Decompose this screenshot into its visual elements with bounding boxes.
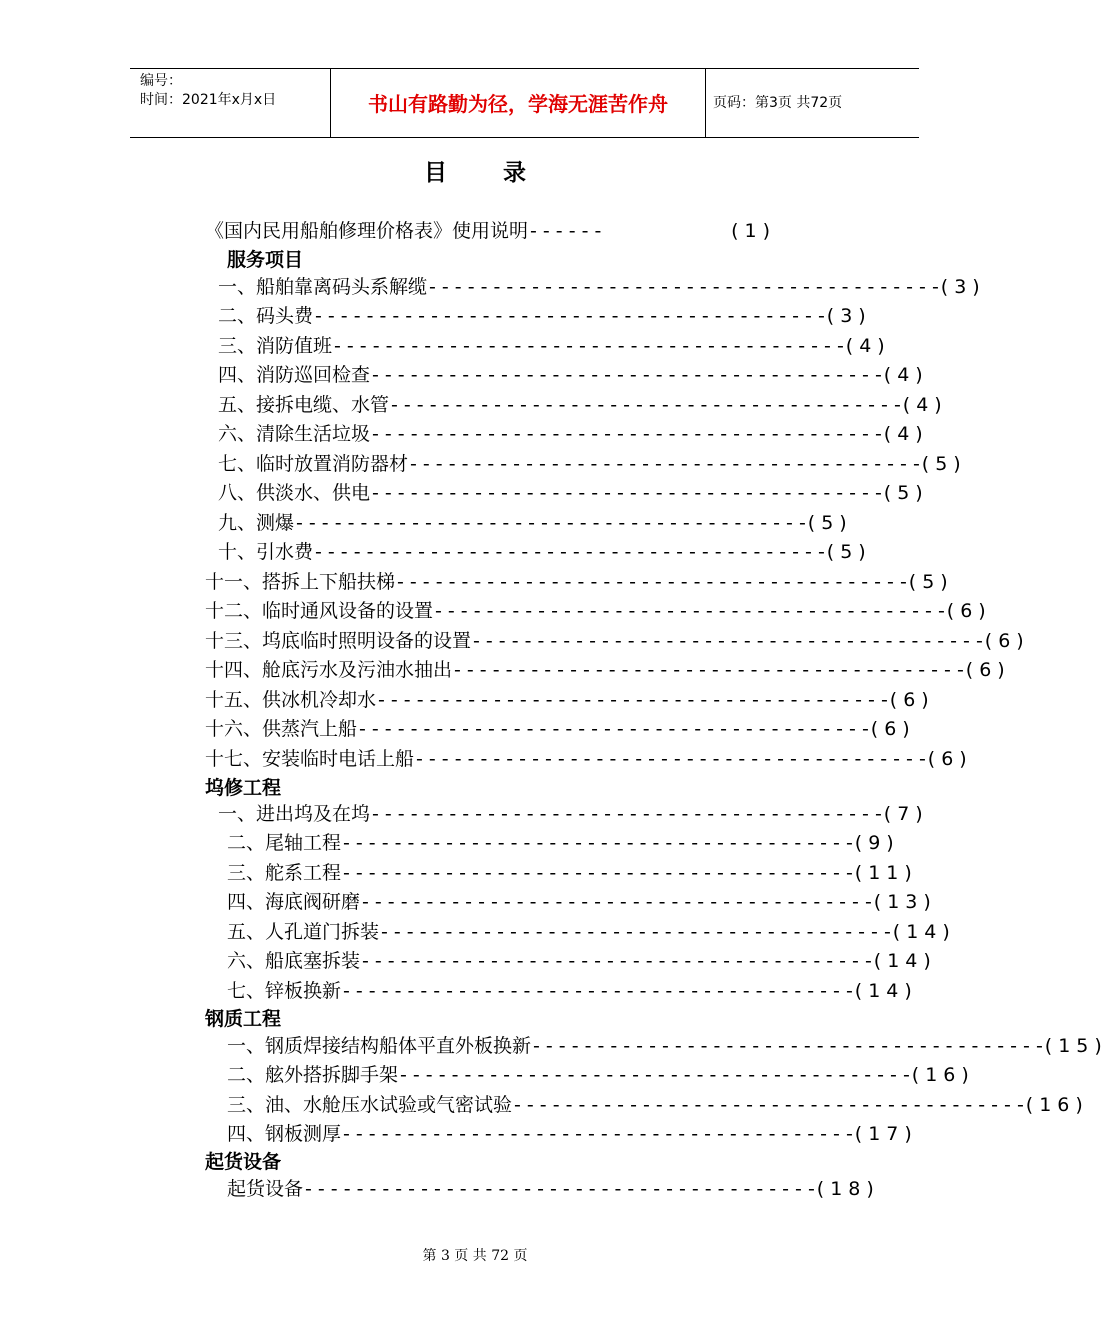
toc-entry-page: (16) (911, 1064, 975, 1086)
toc-leader-dots: - - - - - - - - - - - - - - - - - - - - - - - - - - - - - - - - - - - - - - - - (343, 1123, 853, 1145)
toc-leader-dots: - - - - - - - - - - - - - - - - - - - - - - - - - - - - - - - - - - - - - - - - (381, 921, 891, 943)
toc-entry-label: 二、尾轴工程 (227, 832, 342, 854)
toc-entry-page: (1) (731, 220, 776, 242)
toc-entry-label: 十六、供蒸汽上船 (205, 718, 358, 740)
toc-entry-page: (6) (946, 600, 992, 622)
toc-entry-page: (5) (883, 482, 929, 504)
toc-entry (218, 361, 929, 389)
toc-entry-label: 一、船舶靠离码头系解缆 (218, 276, 428, 298)
toc-entry-label: 十二、临时通风设备的设置 (205, 600, 434, 622)
toc-leader-dots: - - - - - - - - - - - - - - - - - - - - - - - - - - - - - - - - - - - - - - - - (391, 394, 901, 416)
toc-entry-label: 六、船底塞拆装 (227, 950, 361, 972)
toc-entry (218, 509, 853, 537)
toc-leader-dots: - - - - - - (530, 220, 602, 242)
toc-entry (227, 1175, 880, 1203)
header-meta-cell (130, 69, 330, 137)
toc-entry-page: (4) (883, 364, 929, 386)
toc-entry (227, 1061, 975, 1089)
toc-entry-page: (14) (854, 980, 918, 1002)
toc-entry-page: (14) (892, 921, 956, 943)
toc-entry (218, 479, 929, 507)
toc-entry (227, 947, 937, 975)
toc-entry-page: (5) (807, 512, 853, 534)
toc-leader-dots: - - - - - - - - - - - - - - - - - - - - - - - - - - - - - - - - - - - - - - - - (362, 950, 872, 972)
toc-entry-page: (5) (908, 571, 954, 593)
toc-entry-label: 四、消防巡回检查 (218, 364, 371, 386)
toc-entry-page: (5) (921, 453, 967, 475)
toc-entry-page: (9) (854, 832, 900, 854)
toc-entry-page: (5) (826, 541, 872, 563)
toc-entry-page: (6) (984, 630, 1030, 652)
toc-leader-dots: - - - - - - - - - - - - - - - - - - - - - - - - - - - - - - - - - - - - - - - - (343, 832, 853, 854)
toc-entry (205, 568, 954, 596)
toc-entry-page: (4) (845, 335, 891, 357)
toc-entry (205, 627, 1030, 655)
toc-entry-label: 三、油、水舱压水试验或气密试验 (227, 1094, 513, 1116)
toc-leader-dots: - - - - - - - - - - - - - - - - - - - - - - - - - - - - - - - - - - - - - - - - (343, 980, 853, 1002)
toc-entry (227, 977, 918, 1005)
toc-leader-dots: - - - - - - - - - - - - - - - - - - - - - - - - - - - - - - - - - - - - - - - - (410, 453, 920, 475)
toc-entry (218, 800, 929, 828)
number-label: 编号： (140, 73, 182, 89)
toc-leader-dots: - - - - - - - - - - - - - - - - - - - - - - - - - - - - - - - - - - - - - - - - (514, 1094, 1024, 1116)
toc-leader-dots: - - - - - - - - - - - - - - - - - - - - - - - - - - - - - - - - - - - - - - - - (343, 862, 853, 884)
toc-entry-page: (17) (854, 1123, 918, 1145)
toc-section-heading: 钢质工程 (205, 1008, 282, 1030)
page-label: 页码：第3页 共72页 (713, 95, 843, 111)
toc-leader-dots: - - - - - - - - - - - - - - - - - - - - - - - - - - - - - - - - - - - - - - - - (429, 276, 939, 298)
toc-leader-dots: - - - - - - - - - - - - - - - - - - - - - - - - - - - - - - - - - - - - - - - - (372, 423, 882, 445)
toc-entry (218, 332, 891, 360)
toc-entry-page: (3) (940, 276, 986, 298)
toc-leader-dots: - - - - - - - - - - - - - - - - - - - - - - - - - - - - - - - - - - - - - - - - (305, 1178, 815, 1200)
header-page-cell (705, 69, 919, 137)
toc-entry-page: (15) (1044, 1035, 1108, 1057)
toc-entry (205, 686, 935, 714)
toc-entry (218, 391, 948, 419)
toc-leader-dots: - - - - - - - - - - - - - - - - - - - - - - - - - - - - - - - - - - - - - - - - (359, 718, 869, 740)
toc-leader-dots: - - - - - - - - - - - - - - - - - - - - - - - - - - - - - - - - - - - - - - - - (372, 803, 882, 825)
toc-entry (205, 217, 776, 245)
toc-leader-dots: - - - - - - - - - - - - - - - - - - - - - - - - - - - - - - - - - - - - - - - - (473, 630, 983, 652)
toc-leader-dots: - - - - - - - - - - - - - - - - - - - - - - - - - - - - - - - - - - - - - - - - (435, 600, 945, 622)
toc-entry (218, 420, 929, 448)
motto: 书山有路勤为径，学海无涯苦作舟 (368, 92, 668, 116)
toc-entry (227, 918, 956, 946)
toc-entry-page: (6) (965, 659, 1011, 681)
toc-leader-dots: - - - - - - - - - - - - - - - - - - - - - - - - - - - - - - - - - - - - - - - - (315, 541, 825, 563)
toc-entry (227, 859, 918, 887)
toc-leader-dots: - - - - - - - - - - - - - - - - - - - - - - - - - - - - - - - - - - - - - - - - (372, 482, 882, 504)
toc-entry-label: 五、人孔道门拆装 (227, 921, 380, 943)
toc-entry-label: 四、海底阀研磨 (227, 891, 361, 913)
toc-section-heading: 坞修工程 (205, 777, 282, 799)
toc-leader-dots: - - - - - - - - - - - - - - - - - - - - - - - - - - - - - - - - - - - - - - - - (397, 571, 907, 593)
page-title: 目录 (424, 160, 582, 186)
toc-entry-label: 九、测爆 (218, 512, 295, 534)
toc-entry-page: (3) (826, 305, 872, 327)
toc-section-heading: 起货设备 (205, 1151, 282, 1173)
toc-entry-page: (13) (873, 891, 937, 913)
toc-entry-label: 四、钢板测厚 (227, 1123, 342, 1145)
time-label: 时间：2021年x月x日 (140, 92, 277, 108)
toc-entry (205, 656, 1011, 684)
toc-entry (205, 715, 916, 743)
toc-leader-dots: - - - - - - - - - - - - - - - - - - - - - - - - - - - - - - - - - - - - - - - - (296, 512, 806, 534)
toc-entry-page: (7) (883, 803, 929, 825)
document-header (130, 68, 919, 138)
toc-entry (205, 597, 992, 625)
toc-entry (218, 538, 872, 566)
toc-entry-label: 五、接拆电缆、水管 (218, 394, 390, 416)
toc-entry-label: 三、消防值班 (218, 335, 333, 357)
toc-leader-dots: - - - - - - - - - - - - - - - - - - - - - - - - - - - - - - - - - - - - - - - - (372, 364, 882, 386)
toc-entry-label: 起货设备 (227, 1178, 304, 1200)
toc-entry-page: (4) (883, 423, 929, 445)
toc-entry (227, 888, 937, 916)
toc-entry-label: 十七、安装临时电话上船 (205, 748, 415, 770)
toc-leader-dots: - - - - - - - - - - - - - - - - - - - - - - - - - - - - - - - - - - - - - - - - (315, 305, 825, 327)
header-motto-cell (330, 69, 706, 137)
toc-entry-page: (11) (854, 862, 918, 884)
toc-entry (218, 273, 986, 301)
toc-entry (227, 829, 900, 857)
toc-entry-page: (14) (873, 950, 937, 972)
toc-entry-page: (6) (927, 748, 973, 770)
toc-entry-page: (6) (889, 689, 935, 711)
toc-entry-page: (18) (816, 1178, 880, 1200)
toc-entry-label: 一、进出坞及在坞 (218, 803, 371, 825)
toc-entry (218, 302, 872, 330)
toc-entry-label: 八、供淡水、供电 (218, 482, 371, 504)
toc-entry-label: 七、临时放置消防器材 (218, 453, 409, 475)
toc-entry-page: (16) (1025, 1094, 1089, 1116)
toc-leader-dots: - - - - - - - - - - - - - - - - - - - - - - - - - - - - - - - - - - - - - - - - (362, 891, 872, 913)
toc-leader-dots: - - - - - - - - - - - - - - - - - - - - - - - - - - - - - - - - - - - - - - - - (400, 1064, 910, 1086)
toc-entry-label: 一、钢质焊接结构船体平直外板换新 (227, 1035, 532, 1057)
toc-entry-label: 二、码头费 (218, 305, 314, 327)
toc-entry (205, 745, 973, 773)
toc-leader-dots: - - - - - - - - - - - - - - - - - - - - - - - - - - - - - - - - - - - - - - - - (378, 689, 888, 711)
toc-entry-label: 十、引水费 (218, 541, 314, 563)
toc-leader-dots: - - - - - - - - - - - - - - - - - - - - - - - - - - - - - - - - - - - - - - - - (416, 748, 926, 770)
toc-entry-label: 六、清除生活垃圾 (218, 423, 371, 445)
toc-leader-dots: - - - - - - - - - - - - - - - - - - - - - - - - - - - - - - - - - - - - - - - - (454, 659, 964, 681)
toc-leader-dots: - - - - - - - - - - - - - - - - - - - - - - - - - - - - - - - - - - - - - - - - (533, 1035, 1043, 1057)
page-footer: 第 3 页 共 72 页 (422, 1248, 528, 1264)
toc-entry-label: 十一、搭拆上下船扶梯 (205, 571, 396, 593)
toc-entry (218, 450, 967, 478)
toc-entry-label: 二、舷外搭拆脚手架 (227, 1064, 399, 1086)
toc-section-heading: 服务项目 (227, 249, 304, 271)
toc-entry (227, 1120, 918, 1148)
toc-entry-page: (6) (870, 718, 916, 740)
toc-entry-label: 十三、坞底临时照明设备的设置 (205, 630, 472, 652)
toc-leader-dots: - - - - - - - - - - - - - - - - - - - - - - - - - - - - - - - - - - - - - - - - (334, 335, 844, 357)
toc-entry-page: (4) (902, 394, 948, 416)
toc-entry-label: 十四、舱底污水及污油水抽出 (205, 659, 453, 681)
toc-entry-label: 七、锌板换新 (227, 980, 342, 1002)
toc-entry-label: 十五、供冰机冷却水 (205, 689, 377, 711)
toc-entry-label: 《国内民用船舶修理价格表》使用说明 (205, 220, 529, 242)
toc-entry-label: 三、舵系工程 (227, 862, 342, 884)
toc-entry (227, 1091, 1089, 1119)
toc-entry (227, 1032, 1108, 1060)
